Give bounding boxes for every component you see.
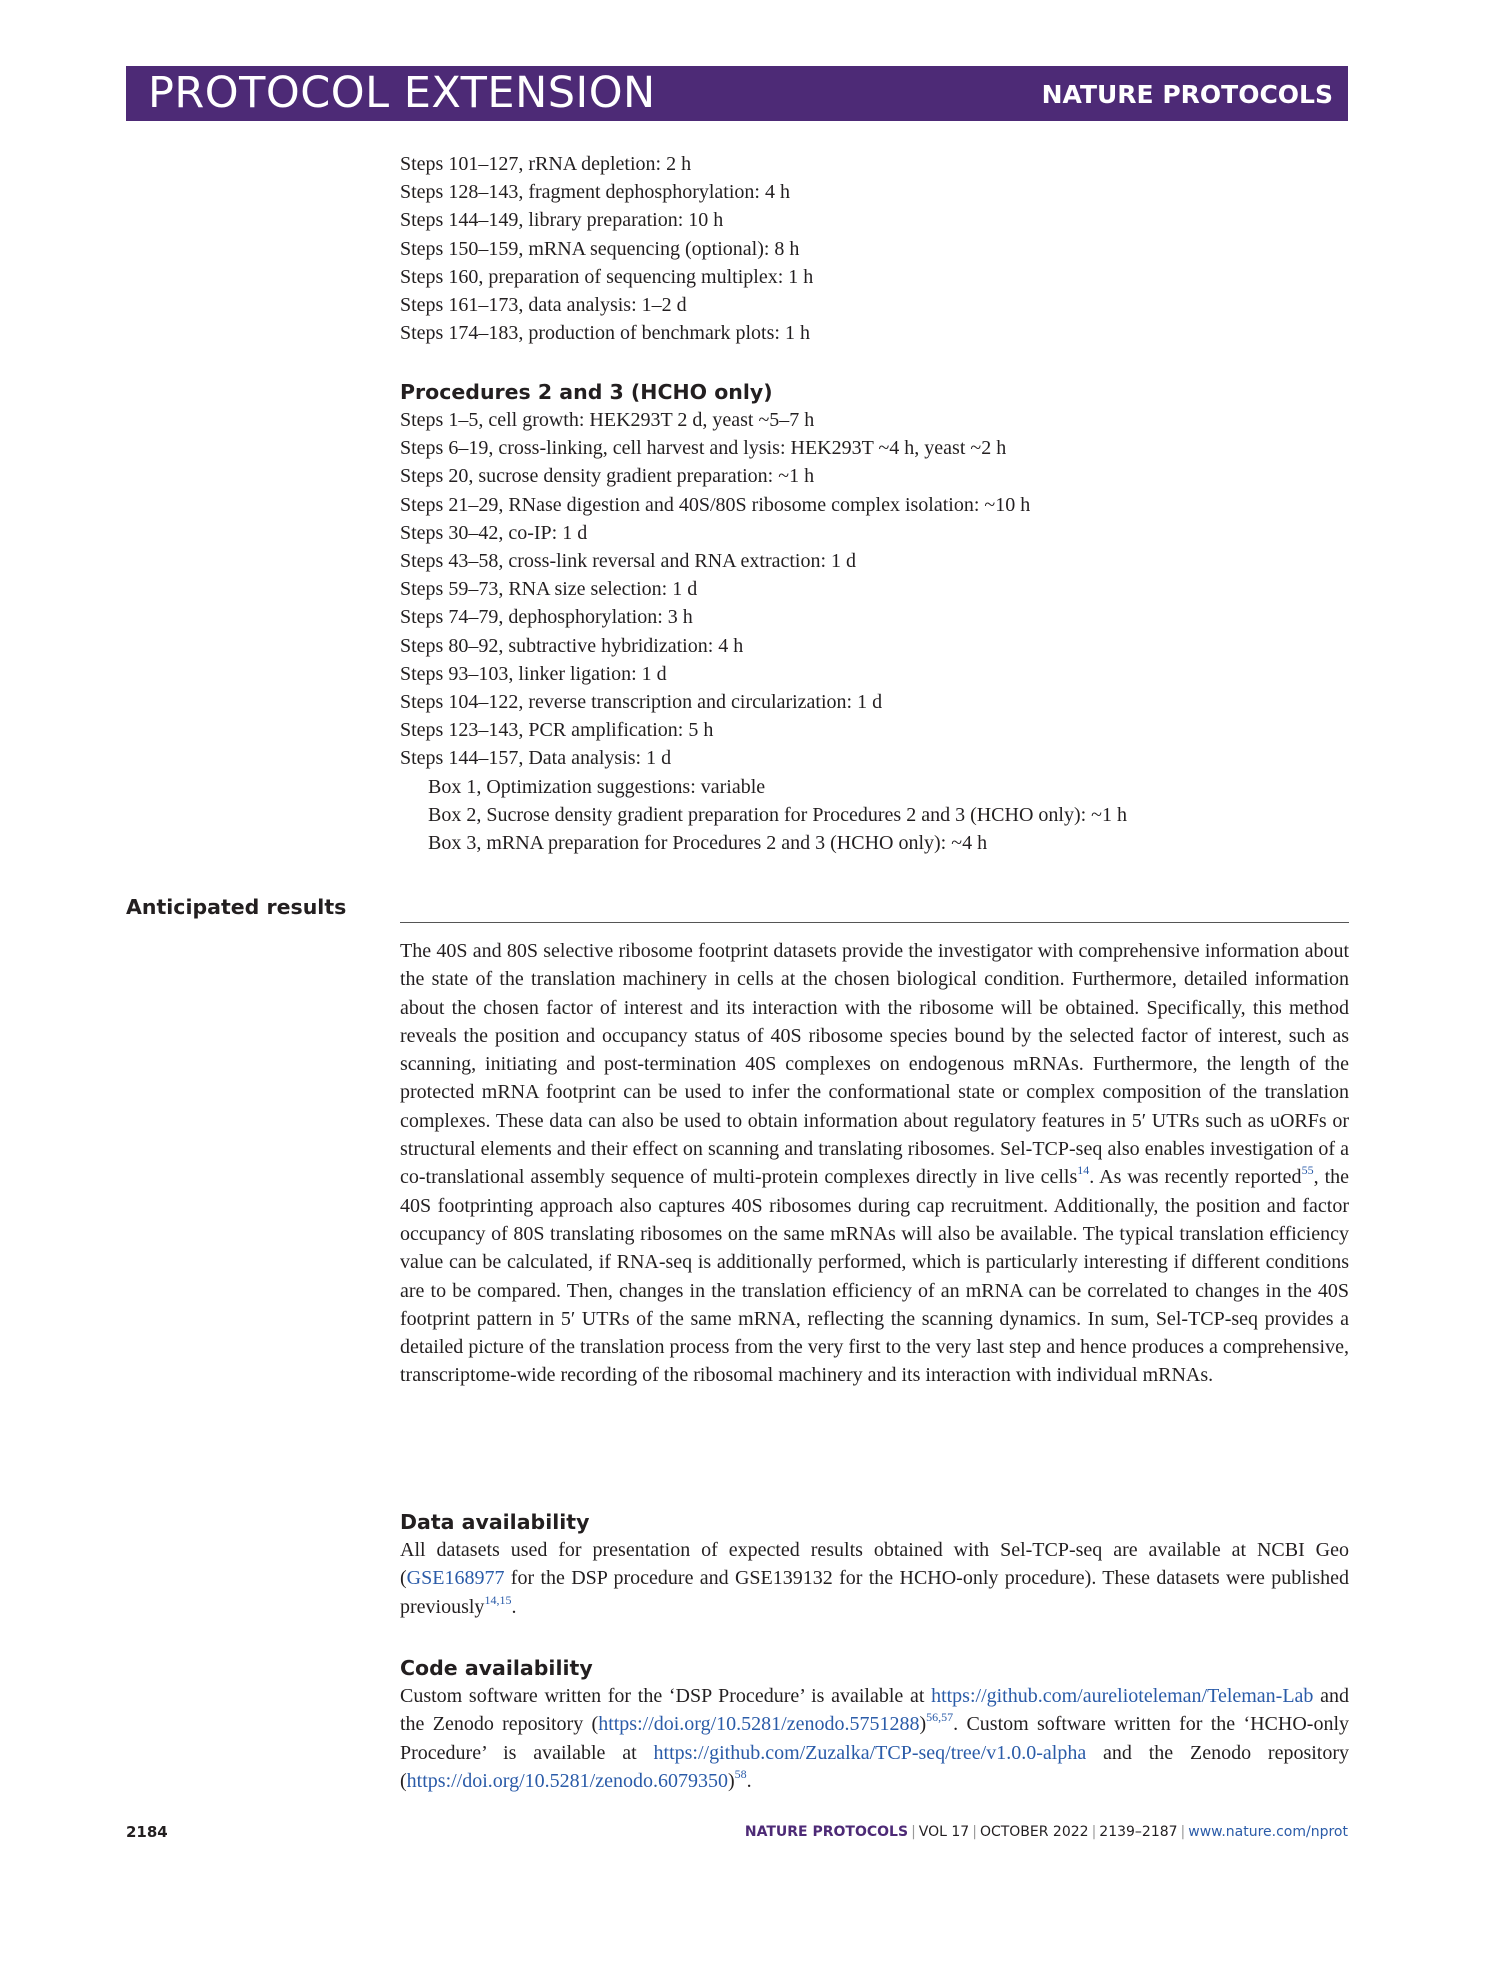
- section-label: PROTOCOL EXTENSION: [148, 68, 656, 118]
- procedures-heading: Procedures 2 and 3 (HCHO only): [400, 380, 773, 404]
- github-teleman-link[interactable]: https://github.com/aurelioteleman/Teleman-Lab: [931, 1685, 1314, 1707]
- anticipated-results-paragraph: The 40S and 80S selective ribosome footprint datasets provide the investigator with comprehensive information about the state of the translation machinery in cells at the chosen biological condition. Furthermore, detailed information about the chosen factor of interest and its interaction with the ribosome will be obtained. Specifically, this method reveals the position and occupancy status of 40S ribosome species bound by the selected factor of interest, such as scanning, initiating and post-termination 40S complexes on endogenous mRNAs. Furthermore, the length of the protected mRNA footprint can be used to infer the conformational state or complex composition of the translation complexes. These data can also be used to obtain information about regulatory features in 5′ UTRs such as uORFs or structural elements and their effect on scanning and translating ribosomes. Sel-TCP-seq also enables investigation of a co-translational assembly sequence of multi-protein complexes directly in live cells$^{14}$. As was recently reported$^{55}$, the 40S footprinting approach also captures 40S ribosomes during cap recruitment. Additionally, the position and factor occupancy of 80S translating ribosomes on the same mRNAs will also be available. The typical translation efficiency value can be calculated, if RNA-seq is additionally performed, which is particularly interesting if different conditions are to be compared. Then, changes in the translation efficiency of an mRNA can be correlated to changes in the 40S footprint pattern in 5′ UTRs of the same mRNA, reflecting the scanning dynamics. In sum, Sel-TCP-seq provides a detailed picture of the translation process from the very first to the very last step and hence produces a comprehensive, transcriptome-wide recording of the ribosomal machinery and its interaction with individual mRNAs.: [400, 940, 1350, 1387]
- timing-step: Steps 21–29, RNase digestion and 40S/80S ribosome complex isolation: ~10 h: [400, 493, 1031, 516]
- timing-box: Box 2, Sucrose density gradient preparation for Procedures 2 and 3 (HCHO only): ~1 h: [428, 803, 1128, 826]
- data-availability-heading: Data availability: [400, 1510, 590, 1534]
- page-number: 2184: [126, 1823, 168, 1841]
- section-divider: [400, 922, 1349, 923]
- data-availability-section: [400, 1508, 1349, 1621]
- timing-steps-dsp: [400, 150, 1349, 347]
- geo-accession-link[interactable]: GSE168977: [406, 1567, 505, 1590]
- timing-step: Steps 160, preparation of sequencing multiplex: 1 h: [400, 265, 814, 288]
- timing-step: Steps 144–157, Data analysis: 1 d: [400, 747, 672, 770]
- timing-box: Box 3, mRNA preparation for Procedures 2 and 3 (HCHO only): ~4 h: [428, 832, 988, 855]
- procedures-2-3-timing: [400, 378, 1349, 857]
- timing-step: Steps 30–42, co-IP: 1 d: [400, 521, 588, 544]
- timing-step: Steps 128–143, fragment dephosphorylation: 4 h: [400, 181, 790, 204]
- timing-step: Steps 80–92, subtractive hybridization: 4 h: [400, 634, 744, 657]
- footer-citation: NATURE PROTOCOLS | VOL 17 | OCTOBER 2022 | 2139–2187 | www.nature.com/nprot: [744, 1824, 1348, 1840]
- zenodo-link-1[interactable]: https://doi.org/10.5281/zenodo.5751288: [598, 1713, 920, 1736]
- timing-step: Steps 6–19, cross-linking, cell harvest and lysis: HEK293T ~4 h, yeast ~2 h: [400, 437, 1007, 460]
- code-availability-section: [400, 1654, 1349, 1795]
- timing-step: Steps 43–58, cross-link reversal and RNA extraction: 1 d: [400, 550, 857, 573]
- timing-step: Steps 74–79, dephosphorylation: 3 h: [400, 606, 693, 629]
- timing-step: Steps 123–143, PCR amplification: 5 h: [400, 719, 714, 742]
- anticipated-results-heading: Anticipated results: [126, 895, 347, 919]
- citation-ref[interactable]: 14: [1077, 1163, 1090, 1178]
- timing-step: Steps 104–122, reverse transcription and circularization: 1 d: [400, 691, 883, 714]
- citation-ref[interactable]: 58: [734, 1766, 747, 1781]
- timing-step: Steps 1–5, cell growth: HEK293T 2 d, yeast ~5–7 h: [400, 409, 815, 431]
- footer-journal: NATURE PROTOCOLS: [744, 1824, 909, 1840]
- timing-step: Steps 144–149, library preparation: 10 h: [400, 209, 724, 232]
- code-availability-heading: Code availability: [400, 1656, 593, 1680]
- journal-label: NATURE PROTOCOLS: [1041, 80, 1333, 109]
- timing-box: Box 1, Optimization suggestions: variable: [428, 775, 766, 798]
- github-tcp-seq-link[interactable]: https://github.com/Zuzalka/TCP-seq/tree/v1.0.0-alpha: [653, 1741, 1087, 1764]
- timing-step: Steps 93–103, linker ligation: 1 d: [400, 662, 667, 685]
- timing-step: Steps 161–173, data analysis: 1–2 d: [400, 294, 687, 317]
- citation-ref[interactable]: 14,15: [484, 1592, 512, 1607]
- footer-url[interactable]: www.nature.com/nprot: [1188, 1824, 1348, 1840]
- timing-step: Steps 59–73, RNA size selection: 1 d: [400, 578, 698, 601]
- zenodo-link-2[interactable]: https://doi.org/10.5281/zenodo.6079350: [406, 1769, 728, 1792]
- citation-ref[interactable]: 55: [1301, 1163, 1314, 1178]
- timing-step: Steps 150–159, mRNA sequencing (optional): 8 h: [400, 237, 800, 260]
- footer-date: OCTOBER 2022: [979, 1824, 1089, 1840]
- data-availability-paragraph: All datasets used for presentation of expected results obtained with Sel-TCP-seq are available at NCBI Geo (GSE168977 for the DSP procedure and GSE139132 for the HCHO-only procedure). These datasets were published previously$^{14,15}$.: [400, 1539, 1349, 1618]
- footer-pages: 2139–2187: [1099, 1824, 1178, 1840]
- footer-volume: VOL 17: [918, 1824, 970, 1840]
- citation-ref[interactable]: 56,57: [926, 1710, 954, 1725]
- timing-step: Steps 174–183, production of benchmark plots: 1 h: [400, 322, 810, 345]
- timing-step: Steps 101–127, rRNA depletion: 2 h: [400, 153, 692, 175]
- anticipated-results-body: [400, 937, 1349, 1390]
- header-banner: [126, 66, 1348, 121]
- code-availability-paragraph: Custom software written for the ‘DSP Procedure’ is available at https://github.com/aurelioteleman/Teleman-Lab and the Zenodo repository (https://doi.org/10.5281/zenodo.5751288)$^{56,57}$. Custom software written for the ‘HCHO-only Procedure’ is available at https://github.com/Zuzalka/TCP-seq/tree/v1.0.0-alpha and the Zenodo repository (https://doi.org/10.5281/zenodo.6079350)$^{58}$.: [400, 1685, 1350, 1792]
- timing-step: Steps 20, sucrose density gradient preparation: ~1 h: [400, 465, 815, 488]
